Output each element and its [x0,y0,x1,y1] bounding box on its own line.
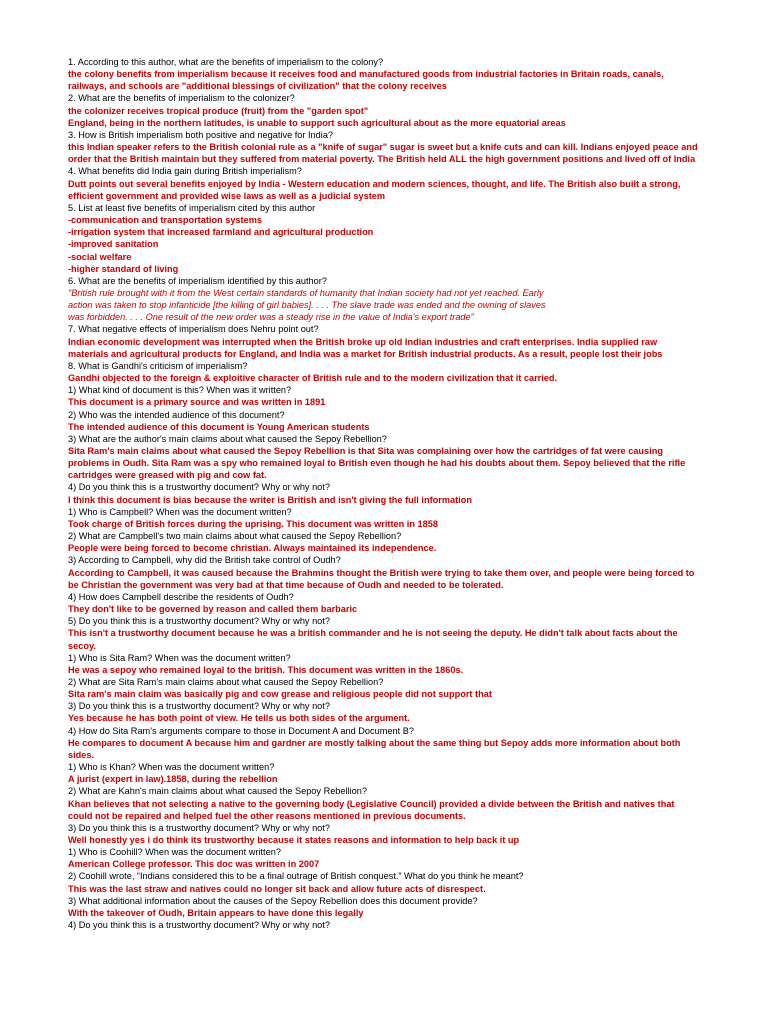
answer-line: -social welfare [68,251,132,262]
question-line: 6. What are the benefits of imperialism identified by this author? [68,275,327,286]
answer-line: With the takeover of Oudh, Britain appears to have done this legally [68,907,364,918]
question-line: 4) How does Campbell describe the residents of Oudh? [68,591,294,602]
answer-line: England, being in the northern latitudes, is unable to support such agricultural about as the more equatorial areas [68,117,566,128]
quote-line: "British rule brought with it from the West certain standards of humanity that Indian society had not yet reached. Early [68,287,544,298]
answer-line: I think this document is bias because the writer is British and isn't giving the full information [68,494,472,505]
answer-line: This was the last straw and natives could no longer sit back and allow future acts of disrespect. [68,883,486,894]
question-line: 3) What are the author's main claims about what caused the Sepoy Rebellion? [68,433,387,444]
answer-line: Gandhi objected to the foreign & exploitive character of British rule and to the modern civilization that it carried. [68,373,558,384]
answer-line: the colonizer receives tropical produce (fruit) from the "garden spot" [68,105,369,116]
answer-line: This isn't a trustworthy document because he was a british commander and he is not seeing the deputy. He didn't talk about facts about the secoy. [68,628,678,651]
question-line: 3) What additional information about the causes of the Sepoy Rebellion does this document provide? [68,895,478,906]
question-line: 7. What negative effects of imperialism does Nehru point out? [68,324,319,335]
question-line: 4) Do you think this is a trustworthy document? Why or why not? [68,920,330,931]
question-line: 1) Who is Sita Ram? When was the document written? [68,652,291,663]
question-line: 2) What are Kahn's main claims about what caused the Sepoy Rebellion? [68,786,367,797]
answer-line: They don't like to be governed by reason and called them barbaric [68,604,358,615]
question-line: 3. How is British imperialism both positive and negative for India? [68,129,334,140]
question-line: 4) How do Sita Ram's arguments compare to those in Document A and Document B? [68,725,414,736]
question-line: 2) What are Sita Ram's main claims about what caused the Sepoy Rebellion? [68,676,384,687]
question-line: 5) Do you think this is a trustworthy document? Why or why not? [68,616,330,627]
answer-line: Took charge of British forces during the uprising. This document was written in 1858 [68,518,438,529]
answer-line: Sita Ram's main claims about what caused the Sepoy Rebellion is that Sita was complaining over how the cartridges of fat were causing problems in Oudh. Sita Ram was a spy who remained loyal to British even though he had his doubts about them. Sepoy believed that the rifle cartridges were greased with pig and cow fat. [68,446,686,481]
answer-line: Dutt points out several benefits enjoyed by India - Western education and modern sciences, thought, and life. The British also built a strong, efficient government and provided wise laws as well as a judicial system [68,178,681,201]
answer-line: -improved sanitation [68,239,159,250]
quote-line: was forbidden. . . . One result of the new order was a steady rise in the value of India's export trade" [68,312,474,323]
question-line: 1) Who is Khan? When was the document written? [68,762,275,773]
answer-line: -communication and transportation systems [68,215,262,226]
question-line: 1) Who is Campbell? When was the document written? [68,506,292,517]
answer-line: -irrigation system that increased farmland and agricultural production [68,227,374,238]
answer-line: American College professor. This doc was written in 2007 [68,859,320,870]
question-line: 3) Do you think this is a trustworthy document? Why or why not? [68,701,330,712]
answer-line: He compares to document A because him and gardner are mostly talking about the same thing but Sepoy adds more information about both sides. [68,737,681,760]
question-line: 1) What kind of document is this? When was it written? [68,385,292,396]
answer-line: A jurist (expert in law).1858, during the rebellion [68,774,278,785]
question-line: 3) Do you think this is a trustworthy document? Why or why not? [68,822,330,833]
answer-line: According to Campbell, it was caused because the Brahmins thought the British were trying to take them over, and people were being forced to be Christian the government was very bad at that time because of Oudh and needed to be tolerated. [68,567,695,590]
answer-line: this Indian speaker refers to the British colonial rule as a "knife of sugar" sugar is sweet but a knife cuts and can kill. Indians enjoyed peace and order that the British maintain but they suffered from material poverty. The British held ALL the high government positions and lived off of India [68,142,698,165]
answer-line: Khan believes that not selecting a native to the governing body (Legislative Council) provided a divide between the British and natives that could not be repaired and helped fuel the other reasons mentioned in previous documents. [68,798,675,821]
answer-line: Sita ram's main claim was basically pig and cow grease and religious people did not support that [68,689,492,700]
question-line: 1) Who is Coohill? When was the document written? [68,847,281,858]
question-line: 2) Coohill wrote, “Indians considered this to be a final outrage of British conquest.” What do you think he meant? [68,871,524,882]
answer-line: Yes because he has both point of view. He tells us both sides of the argument. [68,713,410,724]
question-line: 8. What is Gandhi's criticism of imperialism? [68,360,248,371]
answer-line: Indian economic development was interrupted when the British broke up old Indian industries and craft enterprises. India supplied raw materials and agricultural products for England, and India was a market for British industrial products. As a result, people lost their jobs [68,336,663,359]
question-line: 2) What are Campbell's two main claims about what caused the Sepoy Rebellion? [68,531,402,542]
answer-line: the colony benefits from imperialism because it receives food and manufactured goods from industrial factories in Britain roads, canals, railways, and schools are "additional blessings of civilization" that the colony receives [68,69,664,92]
question-line: 1. According to this author, what are the benefits of imperialism to the colony? [68,57,384,67]
question-line: 4) Do you think this is a trustworthy document? Why or why not? [68,482,330,493]
answer-line: Well honestly yes i do think its trustworthy because it states reasons and information to help back it up [68,835,520,845]
quote-line: action was taken to stop infanticide [the killing of girl babies]. . . . The slave trade was ended and the owning of slaves [68,300,546,311]
answer-line: -higher standard of living [68,263,179,274]
question-line: 3) According to Campbell, why did the British take control of Oudh? [68,555,341,566]
question-line: 2. What are the benefits of imperialism to the colonizer? [68,93,295,104]
question-line: 2) Who was the intended audience of this document? [68,409,285,420]
answer-line: He was a sepoy who remained loyal to the british. This document was written in the 1860s. [68,664,464,675]
answer-line: The intended audience of this document is Young American students [68,421,370,432]
question-line: 5. List at least five benefits of imperialism cited by this author [68,202,316,213]
question-line: 4. What benefits did India gain during British imperialism? [68,166,302,177]
answer-line: This document is a primary source and was written in 1891 [68,397,326,408]
answer-line: People were being forced to become christian. Always maintained its independence. [68,543,437,554]
